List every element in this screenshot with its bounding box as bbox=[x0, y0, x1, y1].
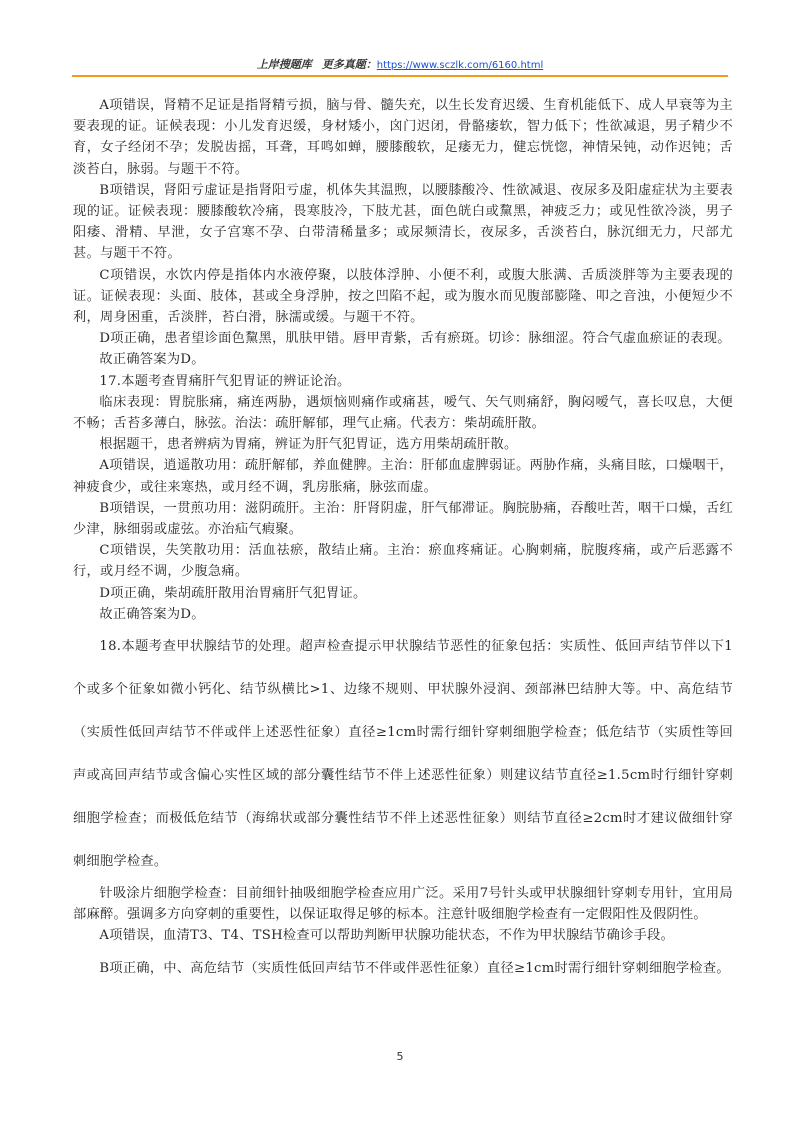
paragraph-17-b: B项错误，一贯煎功用：滋阴疏肝。主治：肝肾阴虚，肝气郁滞证。胸脘胁痛，吞酸吐苦，咽干口燥，舌红少津，脉细弱或虚弦。亦治疝气瘕聚。 bbox=[73, 500, 733, 538]
page-header bbox=[72, 58, 728, 76]
paragraph-16-answer: 故正确答案为D。 bbox=[99, 352, 205, 368]
paragraph-18-b: B项正确，中、高危结节（实质性低回声结节不伴或伴恶性征象）直径≥1cm时需行细针穿刺细胞学检查。 bbox=[99, 960, 730, 976]
paragraph-17-c: C项错误，失笑散功用：活血祛瘀，散结止痛。主治：瘀血疼痛证。心胸刺痛，脘腹疼痛，或产后恶露不行，或月经不调，少腹急痛。 bbox=[73, 543, 733, 580]
header-more-label: 更多真题： bbox=[321, 58, 377, 71]
paragraph-17-title: 17.本题考查胃痛肝气犯胃证的辨证论治。 bbox=[99, 373, 351, 389]
paragraph-16-option-b: B项错误，肾阳亏虚证是指肾阳亏虚，机体失其温煦，以腰膝酸冷、性欲减退、夜尿多及阳虚症状为主要表现的证。证候表现：腰膝酸软冷痛，畏寒肢冷，下肢尤甚，面色㿠白或黧黑，神疲乏力；或见性欲冷淡，男子阳痿、滑精、早泄，女子宫寒不孕、白带清稀量多；或尿频清长，夜尿多，舌淡苔白，脉沉细无力，尺部尤甚。与题干不符。 bbox=[73, 182, 733, 262]
paragraph-17-analysis: 根据题干，患者辨病为胃痛，辨证为肝气犯胃证，选方用柴胡疏肝散。 bbox=[99, 437, 518, 453]
paragraph-17-clinical: 临床表现：胃脘胀痛，痛连两胁，遇烦恼则痛作或痛甚，嗳气、矢气则痛舒，胸闷嗳气，喜长叹息，大便不畅；舌苔多薄白，脉弦。治法：疏肝解郁，理气止痛。代表方：柴胡疏肝散。 bbox=[73, 394, 733, 432]
paragraph-16-option-d: D项正确，患者望诊面色黧黑，肌肤甲错。唇甲青紫，舌有瘀斑。切诊：脉细涩。符合气虚血瘀证的表现。 bbox=[99, 331, 731, 347]
document-body bbox=[73, 95, 733, 990]
header-divider bbox=[72, 75, 728, 77]
page-number: 5 bbox=[396, 1050, 404, 1063]
paragraph-17-a: A项错误，逍遥散功用：疏肝解郁，养血健脾。主治：肝郁血虚脾弱证。两胁作痛，头痛目眩，口燥咽干，神疲食少，或往来寒热，或月经不调，乳房胀痛，脉弦而虚。 bbox=[73, 458, 733, 495]
header-link[interactable]: https://www.sczlk.com/6160.html bbox=[376, 60, 544, 71]
header-brand: 上岸搜题库 bbox=[256, 58, 312, 71]
paragraph-18-title: 18.本题考查甲状腺结节的处理。超声检查提示甲状腺结节恶性的征象包括：实质性、低回声结节伴以下1个或多个征象如微小钙化、结节纵横比>1、边缘不规则、甲状腺外浸润、颈部淋巴结肿大等。中、高危结节（实质性低回声结节不伴或伴上述恶性征象）直径≥1cm时需行细针穿刺细胞学检查；低危结节（实质性等回声或高回声结节或含偏心实性区域的部分囊性结节不伴上述恶性征象）则建议结节直径≥1.5cm时行细针穿刺细胞学检查；而极低危结节（海绵状或部分囊性结节不伴上述恶性征象）则结节直径≥2cm时才建议做细针穿刺细胞学检查。 bbox=[73, 639, 733, 870]
paragraph-17-answer: 故正确答案为D。 bbox=[99, 606, 205, 622]
paragraph-17-d: D项正确，柴胡疏肝散用治胃痛肝气犯胃证。 bbox=[99, 585, 367, 601]
paragraph-18-cytology: 针吸涂片细胞学检查：目前细针抽吸细胞学检查应用广泛。采用7号针头或甲状腺细针穿刺专用针，宜用局部麻醉。强调多方向穿刺的重要性，以保证取得足够的标本。注意针吸细胞学检查有一定假阳性及假阴性。 bbox=[73, 886, 733, 923]
paragraph-17-option-a: A项错误，肾精不足证是指肾精亏损，脑与骨、髓失充，以生长发育迟缓、生育机能低下、成人早衰等为主要表现的证。证候表现：小儿发育迟缓，身材矮小，囟门迟闭，骨骼痿软，智力低下；性欲减退，男子精少不育，女子经闭不孕；发脱齿摇，耳聋，耳鸣如蝉，腰膝酸软，足痿无力，健忘恍惚，神情呆钝，动作迟钝；舌淡苔白，脉弱。与题干不符。 bbox=[73, 98, 733, 177]
paragraph-18-a: A项错误，血清T3、T4、TSH检查可以帮助判断甲状腺功能状态，不作为甲状腺结节确诊手段。 bbox=[99, 928, 675, 944]
paragraph-16-option-c: C项错误，水饮内停是指体内水液停聚，以肢体浮肿、小便不利，或腹大胀满、舌质淡胖等为主要表现的证。证候表现：头面、肢体，甚或全身浮肿，按之凹陷不起，或为腹水而见腹部膨隆、叩之音浊，小便短少不利，周身困重，舌淡胖，苔白滑，脉濡或缓。与题干不符。 bbox=[73, 267, 733, 326]
